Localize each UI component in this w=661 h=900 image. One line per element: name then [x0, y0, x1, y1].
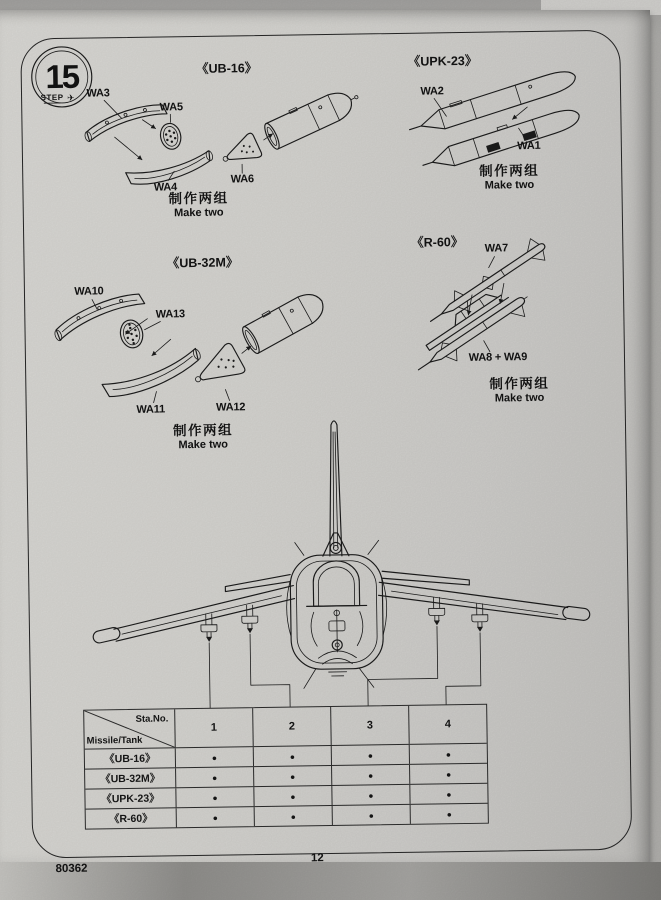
row-label: 《UB-16》 — [104, 752, 156, 766]
section-upk23 — [405, 51, 583, 193]
section-ub32m — [49, 253, 331, 453]
column-header-1: 1 — [174, 708, 253, 747]
ub32m-label-wa12: WA12 — [216, 401, 246, 414]
r60-make-two-en: Make two — [494, 391, 545, 405]
section-r60 — [403, 233, 554, 406]
ub16-make-two-en: Make two — [173, 206, 224, 220]
plane-icon: ✈ — [67, 93, 75, 104]
r60-title: 《R-60》 — [411, 235, 464, 250]
ub32m-title: 《UB-32M》 — [166, 255, 239, 271]
station-dot: ● — [175, 787, 253, 807]
upk23-make-two-en: Make two — [484, 178, 535, 192]
ub16-label-wa6: WA6 — [230, 173, 255, 186]
ub16-title: 《UB-16》 — [195, 61, 258, 76]
station-dot: ● — [409, 784, 487, 804]
upk23-label-wa1: WA1 — [517, 139, 541, 153]
station-dot: ● — [253, 786, 331, 806]
station-dot: ● — [176, 807, 254, 827]
ub32m-label-wa10: WA10 — [74, 285, 104, 298]
row-label: 《UPK-23》 — [101, 792, 160, 806]
upk23-make-two-cn: 制作两组 — [479, 162, 540, 179]
upk23-title: 《UPK-23》 — [407, 53, 478, 69]
corner-label-sta-no: Sta.No. — [135, 713, 169, 725]
page-number: 12 — [310, 852, 324, 865]
column-header-3: 3 — [330, 706, 409, 745]
station-dot: ● — [331, 765, 409, 785]
stations-table — [83, 704, 489, 830]
ub16-pod-body — [261, 82, 364, 151]
r60-label-wa8-wa9: WA8 + WA9 — [468, 351, 528, 364]
ub16-shell-wa3 — [81, 100, 168, 142]
section-ub16 — [80, 58, 365, 220]
row-label: 《UB-32M》 — [100, 772, 161, 786]
ub32m-pod-body — [239, 286, 329, 355]
ub16-make-two-cn: 制作两组 — [168, 190, 229, 207]
column-header-2: 2 — [252, 707, 331, 746]
ub32m-label-wa13: WA13 — [155, 308, 185, 321]
station-dot: ● — [409, 744, 487, 764]
step-number: 15 — [45, 57, 79, 96]
station-dot: ● — [331, 745, 409, 765]
upk23-label-wa2: WA2 — [420, 85, 444, 98]
step-label: STEP — [40, 92, 64, 103]
ub16-label-wa3: WA3 — [86, 87, 110, 100]
ub16-label-wa5: WA5 — [159, 101, 183, 114]
ub16-cone-wa6 — [218, 132, 263, 171]
r60-make-two-cn: 制作两组 — [489, 375, 550, 392]
station-dot: ● — [253, 766, 331, 786]
station-dot: ● — [332, 805, 410, 825]
stations-table-header — [84, 705, 487, 749]
r60-label-wa7: WA7 — [484, 242, 509, 255]
ub32m-label-wa11: WA11 — [136, 403, 166, 416]
ub16-disc-wa5 — [158, 121, 183, 151]
aircraft-front-view — [89, 417, 592, 709]
station-dot: ● — [331, 785, 409, 805]
station-dot: ● — [175, 767, 253, 787]
corner-label-missile-tank: Missile/Tank — [86, 734, 143, 747]
station-dot: ● — [409, 764, 487, 784]
table-corner-cell — [84, 709, 175, 748]
step-badge — [31, 46, 92, 107]
r60-rail-missile-wa8-wa9 — [405, 276, 536, 382]
station-dot: ● — [254, 806, 332, 826]
upk23-pod-wa2 — [406, 65, 578, 139]
row-label: 《R-60》 — [108, 812, 153, 826]
ub32m-make-two-cn: 制作两组 — [172, 422, 234, 439]
station-dot: ● — [253, 746, 331, 766]
ub16-label-wa4: WA4 — [153, 181, 178, 194]
station-dot: ● — [410, 804, 488, 824]
station-dot: ● — [175, 747, 253, 767]
column-header-4: 4 — [408, 705, 487, 744]
kit-number: 80362 — [55, 862, 88, 876]
ub32m-make-two-en: Make two — [178, 438, 229, 452]
